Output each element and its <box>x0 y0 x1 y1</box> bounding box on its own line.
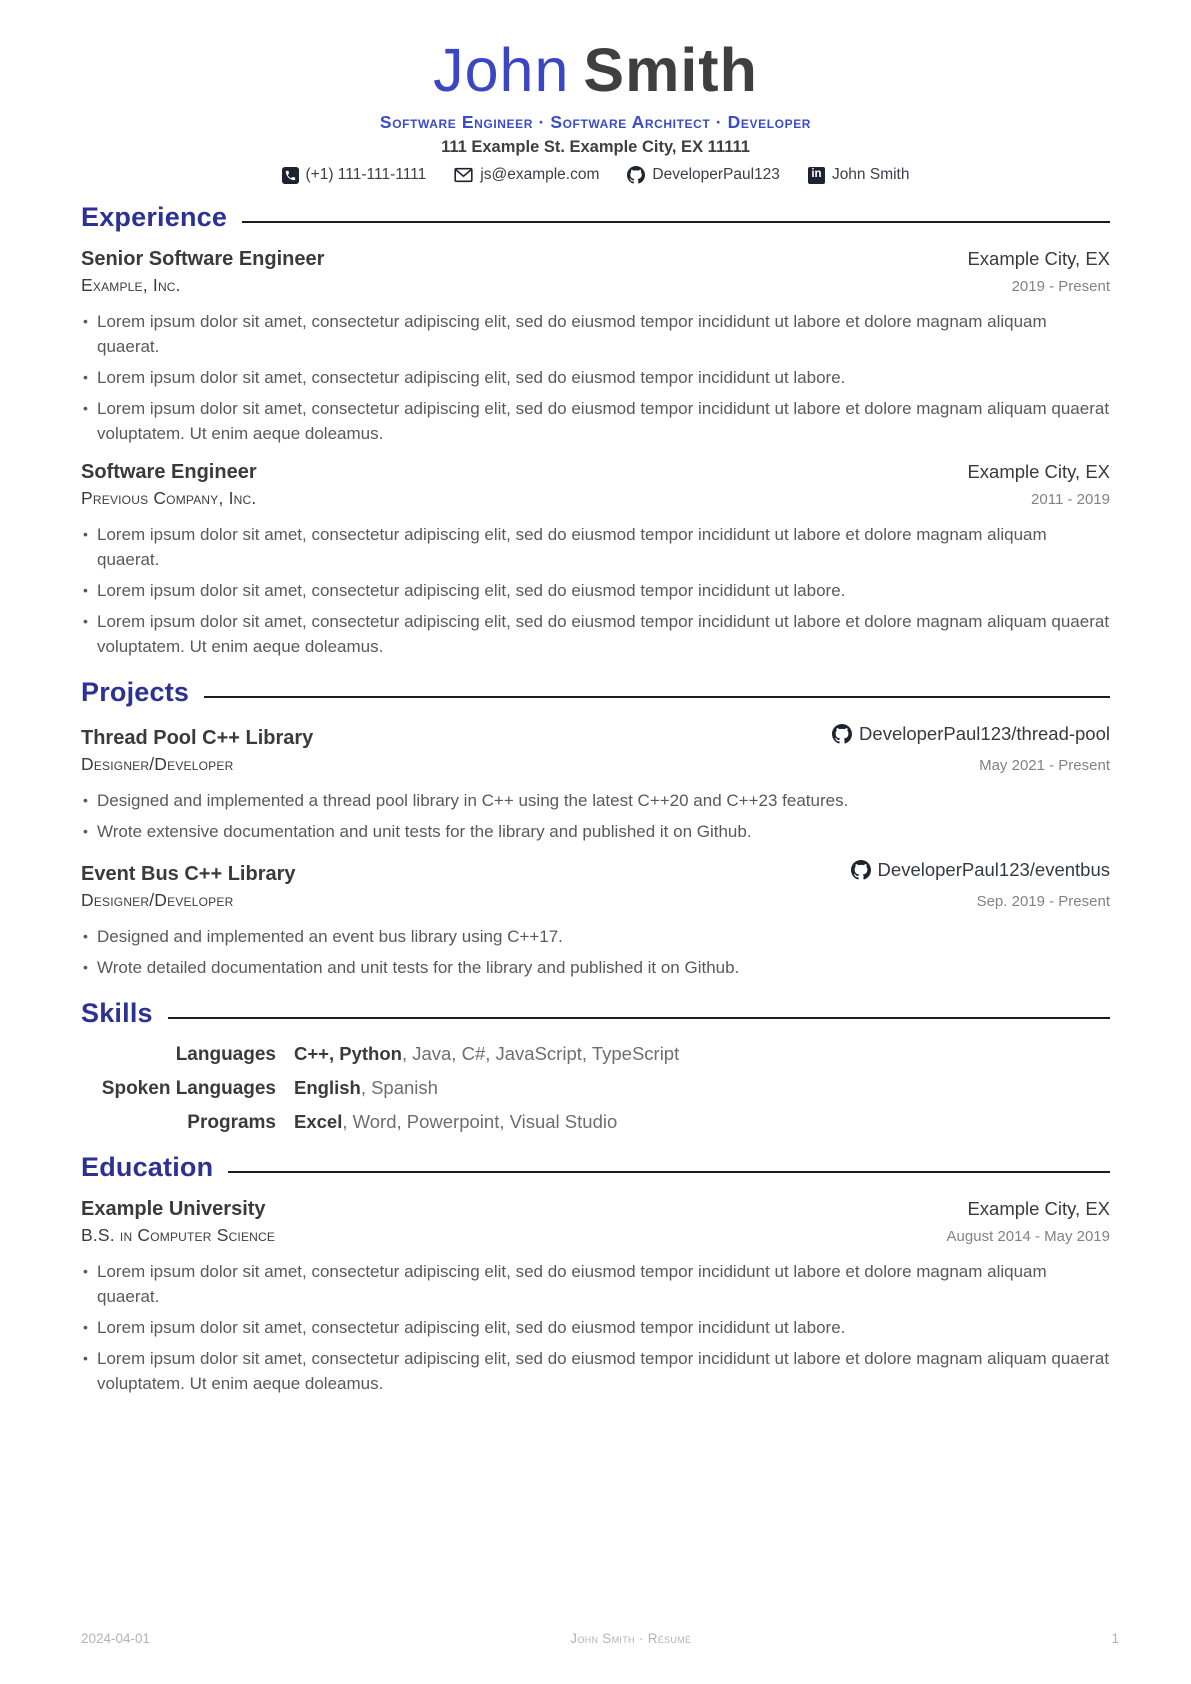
email-address: js@example.com <box>480 166 600 184</box>
experience-entry-2 <box>81 461 1110 659</box>
project-dates: Sep. 2019 - Present <box>976 893 1110 911</box>
skills-rest: , Word, Powerpoint, Visual Studio <box>342 1111 618 1133</box>
job-dates: 2011 - 2019 <box>1031 491 1110 509</box>
phone-icon <box>282 167 299 184</box>
section-skills <box>81 998 1110 1134</box>
section-header <box>81 677 1110 708</box>
bullet-item: • Lorem ipsum dolor sit amet, consectetur adipiscing elit, sed do eiusmod tempor incididunt ut labore. <box>81 578 1110 603</box>
project-entry-1 <box>81 723 1110 844</box>
email-icon <box>454 167 473 183</box>
project-repo-link[interactable] <box>832 723 1110 745</box>
bullet-item: • Designed and implemented an event bus library using C++17. <box>81 924 1110 949</box>
last-name: Smith <box>583 36 758 104</box>
skills-rest: , Java, C#, JavaScript, TypeScript <box>401 1043 680 1065</box>
project-dates: May 2021 - Present <box>979 757 1110 775</box>
github-icon <box>851 860 871 880</box>
job-location: Example City, EX <box>967 461 1110 483</box>
section-title-education: Education <box>81 1152 214 1183</box>
section-rule <box>228 1171 1110 1174</box>
bullet-list <box>81 522 1110 659</box>
contact-email[interactable] <box>454 166 599 184</box>
skills-strong: English <box>294 1077 361 1099</box>
bullet-item: • Lorem ipsum dolor sit amet, consectetur adipiscing elit, sed do eiusmod tempor incididunt ut labore et dolore magnam aliquam quaerat. <box>81 1259 1110 1309</box>
repo-name: DeveloperPaul123/thread-pool <box>859 723 1110 745</box>
page-footer <box>81 1631 1119 1646</box>
skills-values <box>294 1043 679 1065</box>
phone-number: (+1) 111-111-1111 <box>305 166 427 184</box>
skills-strong: C++, Python <box>294 1043 402 1065</box>
skills-table <box>81 1043 1110 1134</box>
bullet-item: • Wrote detailed documentation and unit tests for the library and published it on Github. <box>81 955 1110 980</box>
repo-name: DeveloperPaul123/eventbus <box>877 859 1110 881</box>
skills-row-programs <box>81 1111 1110 1134</box>
bullet-list <box>81 924 1110 980</box>
first-name: John <box>433 36 570 104</box>
github-handle: DeveloperPaul123 <box>652 166 780 184</box>
section-experience <box>81 202 1110 659</box>
bullet-item: • Lorem ipsum dolor sit amet, consectetur adipiscing elit, sed do eiusmod tempor incididunt ut labore. <box>81 1315 1110 1340</box>
skills-label: Programs <box>187 1112 276 1134</box>
contact-row <box>81 166 1110 184</box>
bullet-list <box>81 1259 1110 1396</box>
bullet-item: • Lorem ipsum dolor sit amet, consectetur adipiscing elit, sed do eiusmod tempor incididunt ut labore et dolore magnam aliquam quaerat. <box>81 522 1110 572</box>
footer-page-number: 1 <box>1111 1631 1119 1646</box>
job-title: Senior Software Engineer <box>81 248 325 271</box>
skills-row-languages <box>81 1043 1110 1066</box>
skills-values <box>294 1077 438 1099</box>
degree-name: B.S. in Computer Science <box>81 1225 276 1246</box>
section-header <box>81 202 1110 233</box>
section-header <box>81 1152 1110 1183</box>
linkedin-icon: in <box>808 167 825 184</box>
education-dates: August 2014 - May 2019 <box>946 1228 1110 1246</box>
tagline: Software Engineer · Software Architect · Developer <box>379 112 812 133</box>
project-repo-link[interactable] <box>851 859 1110 881</box>
section-projects <box>81 677 1110 980</box>
section-header <box>81 998 1110 1029</box>
person-name <box>81 38 1110 102</box>
project-entry-2 <box>81 859 1110 980</box>
section-rule <box>168 1017 1110 1020</box>
bullet-item: • Lorem ipsum dolor sit amet, consectetur adipiscing elit, sed do eiusmod tempor incididunt ut labore et dolore magnam aliquam quaerat voluptatem. Ut enim aeque doleamus. <box>81 609 1110 659</box>
bullet-list <box>81 788 1110 844</box>
section-title-experience: Experience <box>81 202 228 233</box>
bullet-item: • Wrote extensive documentation and unit tests for the library and published it on Github. <box>81 819 1110 844</box>
project-title: Thread Pool C++ Library <box>81 727 314 750</box>
linkedin-name: John Smith <box>831 166 910 184</box>
bullet-item: • Designed and implemented a thread pool library in C++ using the latest C++20 and C++23 features. <box>81 788 1110 813</box>
skills-label: Spoken Languages <box>101 1078 276 1100</box>
section-rule <box>242 221 1110 224</box>
job-title: Software Engineer <box>81 461 257 484</box>
experience-entry-1 <box>81 248 1110 446</box>
contact-github[interactable] <box>627 166 780 184</box>
resume-header <box>81 38 1110 184</box>
bullet-item: • Lorem ipsum dolor sit amet, consectetur adipiscing elit, sed do eiusmod tempor incididunt ut labore et dolore magnam aliquam quaerat voluptatem. Ut enim aeque doleamus. <box>81 1346 1110 1396</box>
school-location: Example City, EX <box>967 1198 1110 1220</box>
bullet-item: • Lorem ipsum dolor sit amet, consectetur adipiscing elit, sed do eiusmod tempor incididunt ut labore. <box>81 365 1110 390</box>
footer-title: John Smith · Résumé <box>570 1631 692 1646</box>
github-icon <box>627 166 645 184</box>
company-name: Example, Inc. <box>81 275 181 296</box>
bullet-item: • Lorem ipsum dolor sit amet, consectetur adipiscing elit, sed do eiusmod tempor incididunt ut labore et dolore magnam aliquam quaerat. <box>81 309 1110 359</box>
school-name: Example University <box>81 1198 266 1221</box>
company-name: Previous Company, Inc. <box>81 488 257 509</box>
education-entry-1 <box>81 1198 1110 1396</box>
section-education <box>81 1152 1110 1396</box>
section-title-skills: Skills <box>81 998 153 1029</box>
project-title: Event Bus C++ Library <box>81 863 296 886</box>
skills-rest: , Spanish <box>360 1077 438 1099</box>
project-role: Designer/Developer <box>81 754 234 775</box>
section-rule <box>204 696 1110 699</box>
skills-label: Languages <box>175 1044 276 1066</box>
bullet-item: • Lorem ipsum dolor sit amet, consectetur adipiscing elit, sed do eiusmod tempor incididunt ut labore et dolore magnam aliquam quaerat voluptatem. Ut enim aeque doleamus. <box>81 396 1110 446</box>
job-dates: 2019 - Present <box>1011 278 1110 296</box>
address-line: 111 Example St. Example City, EX 11111 <box>441 138 750 157</box>
contact-linkedin[interactable] <box>808 166 910 184</box>
skills-strong: Excel <box>294 1111 343 1133</box>
job-location: Example City, EX <box>967 248 1110 270</box>
project-role: Designer/Developer <box>81 890 234 911</box>
skills-row-spoken-languages <box>81 1077 1110 1100</box>
github-icon <box>832 724 852 744</box>
footer-date: 2024-04-01 <box>81 1631 151 1646</box>
skills-values <box>294 1111 617 1133</box>
contact-phone[interactable] <box>282 166 427 184</box>
bullet-list <box>81 309 1110 446</box>
section-title-projects: Projects <box>81 677 190 708</box>
